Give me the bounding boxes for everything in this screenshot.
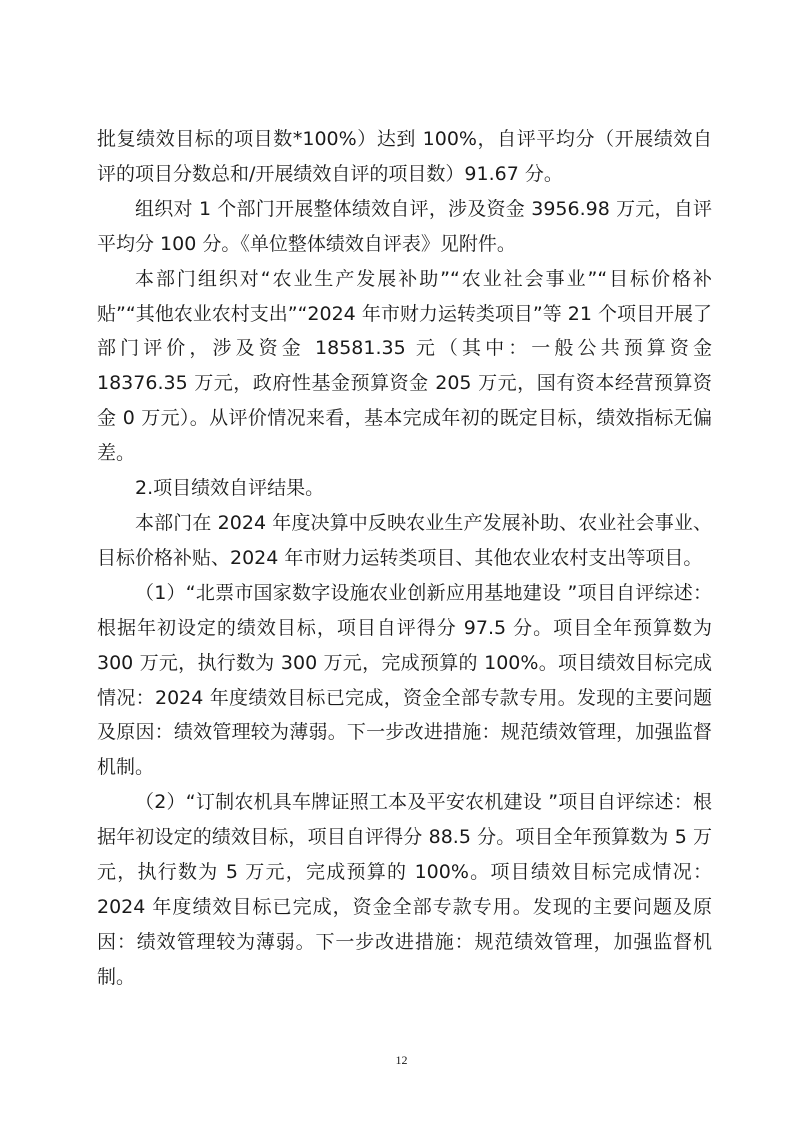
- paragraph-continuation: 批复绩效目标的项目数*100%）达到 100%，自评平均分（开展绩效自评的项目分数总和/开展绩效自评的项目数）91.67 分。: [97, 128, 712, 185]
- paragraph-project-overview: 本部门在 2024 年度决算中反映农业生产发展补助、农业社会事业、目标价格补贴、2024 年市财力运转类项目、其他农业农村支出等项目。: [97, 511, 712, 569]
- paragraph-project-2: （2）“订制农机具车牌证照工本及平安农机建设 ”项目自评综述：根据年初设定的绩效目标，项目自评得分 88.5 分。项目全年预算数为 5 万元，执行数为 5 万元，完成预算的 100%。项目绩效目标完成情况：2024 年度绩效目标已完成，资金全部专款专用。发现的主要问题及原因：绩效管理较为薄弱。下一步改进措施：规范绩效管理，加强监督机制。: [97, 791, 712, 988]
- body-text: [97, 122, 712, 995]
- section-heading: 2.项目绩效自评结果。: [135, 477, 325, 500]
- page-number: 12: [395, 1053, 408, 1067]
- paragraph-department-evaluation: 本部门组织对“农业生产发展补助”“农业社会事业”“目标价格补贴”“其他农业农村支出”“2024 年市财力运转类项目”等 21 个项目开展了部门评价，涉及资金 18581.35 元（其中：一般公共预算资金 18376.35 万元，政府性基金预算资金 205 万元，国有资本经营预算资金 0 万元）。从评价情况来看，基本完成年初的既定目标，绩效指标无偏差。: [97, 267, 712, 465]
- paragraph-project-1: （1）“北票市国家数字设施农业创新应用基地建设 ”项目自评综述：根据年初设定的绩效目标，项目自评得分 97.5 分。项目全年预算数为 300 万元，执行数为 300 万元，完成预算的 100%。项目绩效目标完成情况：2024 年度绩效目标已完成，资金全部专款专用。发现的主要问题及原因：绩效管理较为薄弱。下一步改进措施：规范绩效管理，加强监督机制。: [97, 581, 712, 779]
- paragraph-overall-evaluation: 组织对 1 个部门开展整体绩效自评，涉及资金 3956.98 万元，自评平均分 100 分。《单位整体绩效自评表》见附件。: [97, 197, 712, 255]
